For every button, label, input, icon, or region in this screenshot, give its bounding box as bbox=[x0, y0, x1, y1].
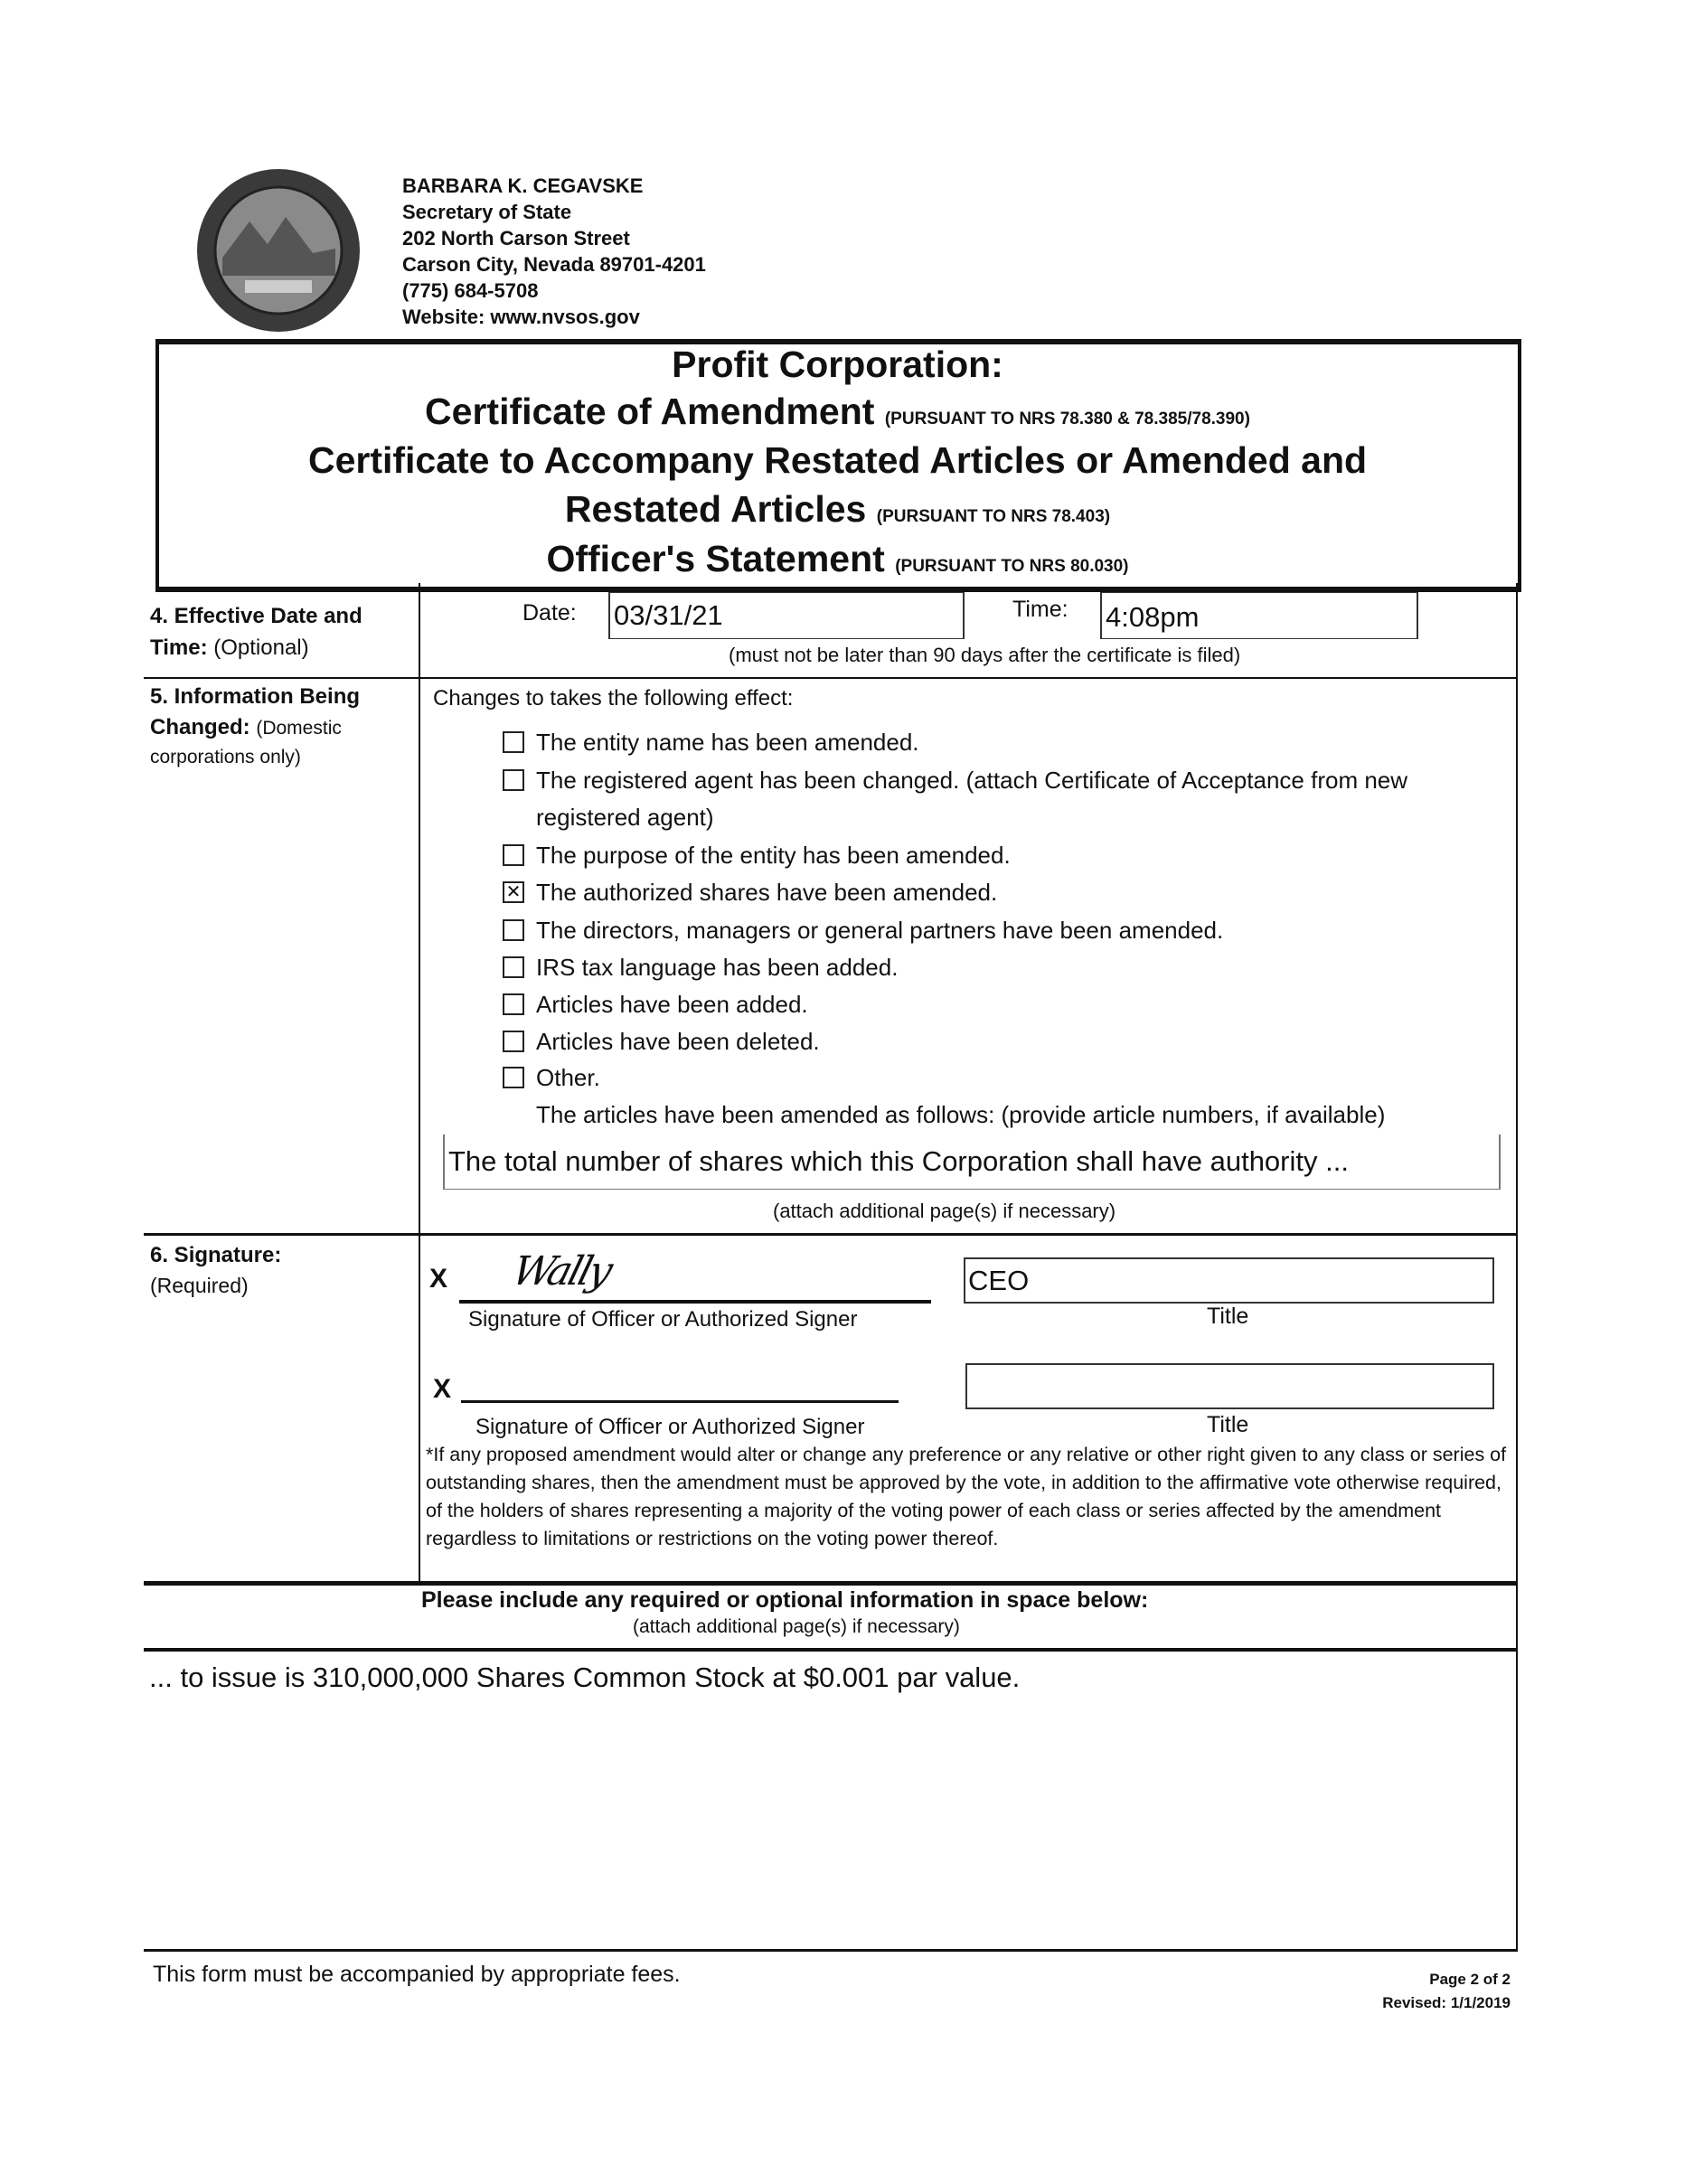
time-value: 4:08pm bbox=[1106, 601, 1200, 633]
checkbox-authorized-shares[interactable]: ✕ bbox=[503, 881, 524, 903]
x-mark-2: X bbox=[433, 1374, 452, 1404]
checkbox-entity-name[interactable] bbox=[503, 731, 524, 753]
checkbox-irs-tax[interactable] bbox=[503, 956, 524, 978]
section5-sublabel: Changed: (Domestic bbox=[150, 715, 342, 739]
option-purpose: The purpose of the entity has been amended. bbox=[536, 842, 1011, 869]
option-irs-tax: IRS tax language has been added. bbox=[536, 954, 899, 981]
title-certificate-of-amendment: Certificate of Amendment (PURSUANT TO NRS 78.380 & 78.385/78.390) bbox=[425, 391, 1250, 432]
date-value: 03/31/21 bbox=[614, 599, 723, 631]
title-certificate-accompany: Certificate to Accompany Restated Articles or Amended and bbox=[307, 439, 1368, 481]
option-entity-name: The entity name has been amended. bbox=[536, 729, 919, 756]
title-officers-statement: Officer's Statement (PURSUANT TO NRS 80.030) bbox=[546, 538, 1129, 579]
title-restated-articles: Restated Articles (PURSUANT TO NRS 78.403) bbox=[564, 488, 1111, 530]
changes-intro: Changes to takes the following effect: bbox=[433, 686, 794, 711]
option-registered-agent-cont: registered agent) bbox=[536, 804, 714, 831]
attach-note: (attach additional page(s) if necessary) bbox=[773, 1200, 1116, 1222]
secretary-name: BARBARA K. CEGAVSKE bbox=[402, 174, 644, 197]
option-registered-agent: The registered agent has been changed. (attach Certificate of Acceptance from new bbox=[536, 767, 1408, 794]
row-divider bbox=[144, 1648, 1518, 1652]
table-right-border bbox=[1516, 583, 1518, 1951]
title-input-1[interactable] bbox=[964, 1257, 1494, 1304]
phone: (775) 684-5708 bbox=[402, 279, 539, 302]
option-authorized-shares: The authorized shares have been amended. bbox=[536, 879, 998, 906]
amendment-text-value: The total number of shares which this Corporation shall have authority ... bbox=[448, 1145, 1349, 1177]
amended-prompt: The articles have been amended as follows: (provide article numbers, if available) bbox=[536, 1101, 1386, 1128]
title-label-2: Title bbox=[1207, 1412, 1249, 1437]
secretary-title: Secretary of State bbox=[402, 201, 572, 223]
signer-label-1: Signature of Officer or Authorized Signer bbox=[468, 1307, 858, 1332]
extra-info-value[interactable]: ... to issue is 310,000,000 Shares Common Stock at $0.001 par value. bbox=[149, 1662, 1021, 1693]
extra-info-subheading: (attach additional page(s) if necessary) bbox=[633, 1616, 960, 1637]
checkbox-purpose[interactable] bbox=[503, 844, 524, 866]
date-label: Date: bbox=[522, 600, 577, 626]
address-street: 202 North Carson Street bbox=[402, 227, 630, 249]
checkbox-other[interactable] bbox=[503, 1067, 524, 1088]
section5-sublabel-2: corporations only) bbox=[150, 747, 301, 767]
option-other: Other. bbox=[536, 1064, 600, 1091]
date-input[interactable] bbox=[608, 592, 965, 639]
amendment-footnote: *If any proposed amendment would alter or change any preference or any relative or other right given to any class or series of outstanding shares, then the amendment must be approved by the vote, in addition to the affirmative vote otherwise required, of the holders of shares representing a majority of the voting power of each class or series affected by the amendment regardless to limitations or restrictions on the voting power thereof. bbox=[426, 1444, 1507, 1549]
extra-info-heading: Please include any required or optional information in space below: bbox=[421, 1587, 1149, 1613]
signer-label-2: Signature of Officer or Authorized Signer bbox=[475, 1415, 865, 1439]
signature-line-2[interactable] bbox=[461, 1400, 899, 1403]
date-hint: (must not be later than 90 days after the certificate is filed) bbox=[729, 644, 1241, 666]
row-divider bbox=[144, 1581, 1518, 1586]
section6-label: 6. Signature: bbox=[150, 1243, 282, 1267]
extra-box-bottom bbox=[144, 1949, 1518, 1952]
title-value-1: CEO bbox=[968, 1265, 1030, 1296]
option-articles-added: Articles have been added. bbox=[536, 991, 808, 1018]
section4-sublabel: Time: (Optional) bbox=[150, 635, 309, 660]
row-divider bbox=[144, 677, 1518, 679]
checkbox-registered-agent[interactable] bbox=[503, 769, 524, 791]
option-directors: The directors, managers or general partners have been amended. bbox=[536, 917, 1224, 944]
checkbox-articles-deleted[interactable] bbox=[503, 1031, 524, 1052]
amendment-text-input[interactable] bbox=[443, 1134, 1501, 1190]
title-input-2[interactable] bbox=[965, 1363, 1494, 1409]
title-profit-corporation: Profit Corporation: bbox=[672, 344, 1003, 385]
signature-line-1 bbox=[459, 1300, 931, 1304]
time-label: Time: bbox=[1012, 597, 1068, 622]
fees-note: This form must be accompanied by appropriate fees. bbox=[153, 1962, 681, 1987]
state-seal bbox=[195, 167, 362, 334]
revised-date: Revised: 1/1/2019 bbox=[1382, 1994, 1511, 2011]
website: Website: www.nvsos.gov bbox=[402, 306, 640, 328]
signature-1: Wally bbox=[507, 1248, 616, 1294]
address-city: Carson City, Nevada 89701-4201 bbox=[402, 253, 706, 276]
x-mark: X bbox=[429, 1264, 448, 1294]
option-articles-deleted: Articles have been deleted. bbox=[536, 1028, 820, 1055]
section5-label: 5. Information Being bbox=[150, 684, 361, 709]
section6-sublabel: (Required) bbox=[150, 1274, 249, 1297]
checkbox-directors[interactable] bbox=[503, 919, 524, 941]
column-divider bbox=[419, 583, 420, 1583]
checkbox-articles-added[interactable] bbox=[503, 993, 524, 1015]
page-number: Page 2 of 2 bbox=[1429, 1971, 1511, 1988]
row-divider bbox=[144, 1233, 1518, 1236]
time-input[interactable] bbox=[1100, 592, 1418, 639]
section4-label: 4. Effective Date and bbox=[150, 604, 362, 628]
title-label-1: Title bbox=[1207, 1304, 1249, 1329]
